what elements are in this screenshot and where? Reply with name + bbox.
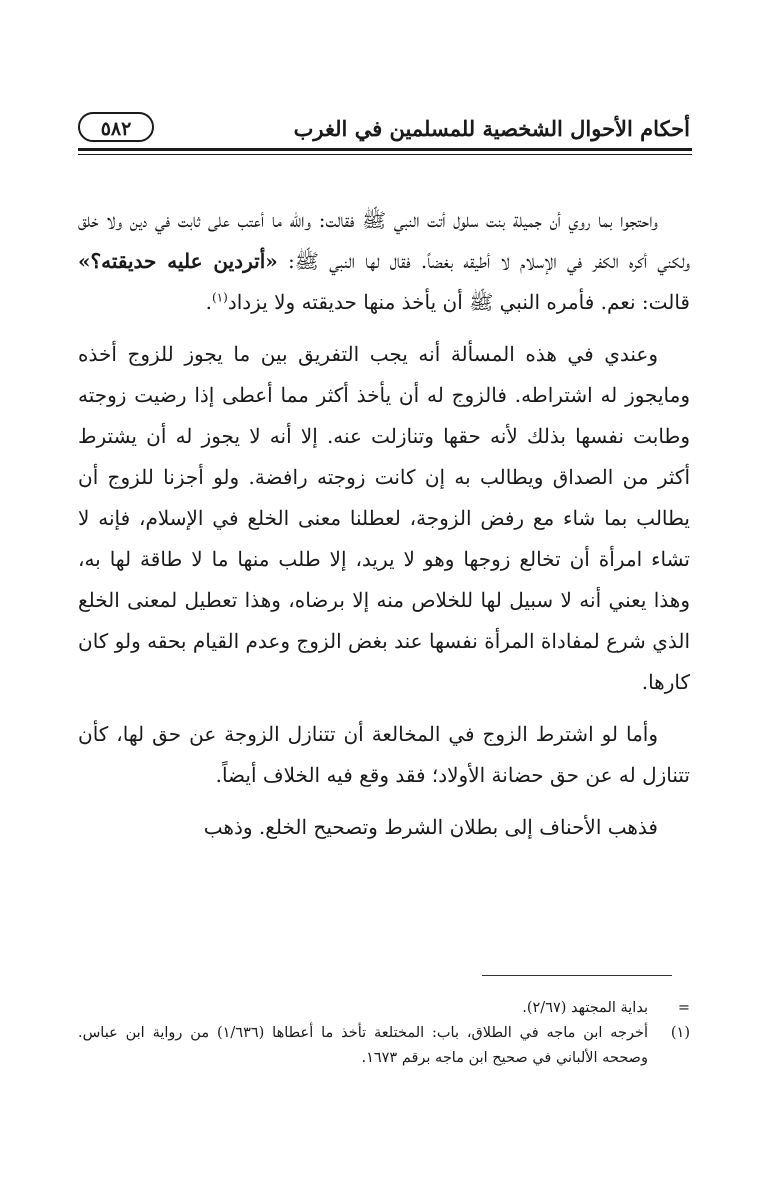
paragraph-2: وعندي في هذه المسألة أنه يجب التفريق بين ما يجوز للزوج أخذه ومايجوز له اشتراطه. فالزوج له أن يأخذ أكثر مما أعطى إذا رضيت زوجته وطابت نفسها بذلك لأنه حقها وتنازلت عنه. إلا أنه لا يجوز له أن يشترط أكثر من الصداق ويطالب به إن كانت زوجته رافضة. ولو أجزنا للزوج أن يطالب بما شاء مع رفض الزوجة، لعطلنا معنى الخلع في الإسلام، فإنه لا تشاء امرأة أن تخالع زوجها وهو لا يريد، إلا طلب منها ما لا طاقة لها به، وهذا يعني أنه لا سبيل لها للخلاص منه إلا برضاه، وهذا تعطيل لمعنى الخلع الذي شرع لمفاداة المرأة نفسها عند بغض الزوج وعدم القيام بحقه ولو كان كارها. — [78, 342, 691, 694]
footnotes-section — [78, 996, 690, 1071]
footnote-separator — [482, 975, 672, 976]
paragraph-1-text-c: . — [205, 290, 212, 314]
running-header — [78, 112, 690, 152]
footnote-reference[interactable]: (١) — [211, 290, 228, 305]
footnote-marker: = — [677, 1000, 690, 1016]
footnote-1 — [78, 1021, 690, 1071]
page-number-badge: ٥٨٢ — [78, 112, 154, 142]
book-title: أحكام الأحوال الشخصية للمسلمين في الغرب — [293, 116, 690, 141]
footnote-marker: (١) — [670, 1025, 690, 1041]
header-rule-thick — [78, 148, 692, 151]
paragraph-1 — [78, 200, 690, 323]
footnote-text: بداية المجتهد (٢/٦٧). — [522, 1000, 648, 1016]
paragraph-4: فذهب الأحناف إلى بطلان الشرط وتصحيح الخلع. وذهب — [203, 815, 658, 839]
paragraph-3: وأما لو اشترط الزوج في المخالعة أن تتنازل الزوجة عن حق لها، كأن تتنازل له عن حق حضانة الأولاد؛ فقد وقع فيه الخلاف أيضاً. — [78, 722, 690, 787]
paragraph-1-text-a: واحتجوا بما روي أن جميلة بنت سلول أتت النبي ﷺ فقالت: والله ما أعتب على ثابت في دين ولا خلق ولكني أكره الكفر في الإسلام لا أطيقه بغضاً. فقال لها النبي ﷺ: — [78, 208, 691, 273]
footnote-continuation — [78, 996, 690, 1021]
paragraph-1-text-b: قالت: نعم. فأمره النبي ﷺ أن يأخذ منها حديقته ولا يزداد — [227, 290, 690, 314]
hadith-quote: «أتردين عليه حديقته؟» — [78, 249, 278, 273]
main-text — [78, 200, 690, 859]
footnote-text: أخرجه ابن ماجه في الطلاق، باب: المختلعة تأخذ ما أعطاها (١/٦٣٦) من رواية ابن عباس. وصححه الألباني في صحيح ابن ماجه برقم ١٦٧٣. — [78, 1025, 648, 1066]
header-rule-thin — [78, 154, 692, 155]
